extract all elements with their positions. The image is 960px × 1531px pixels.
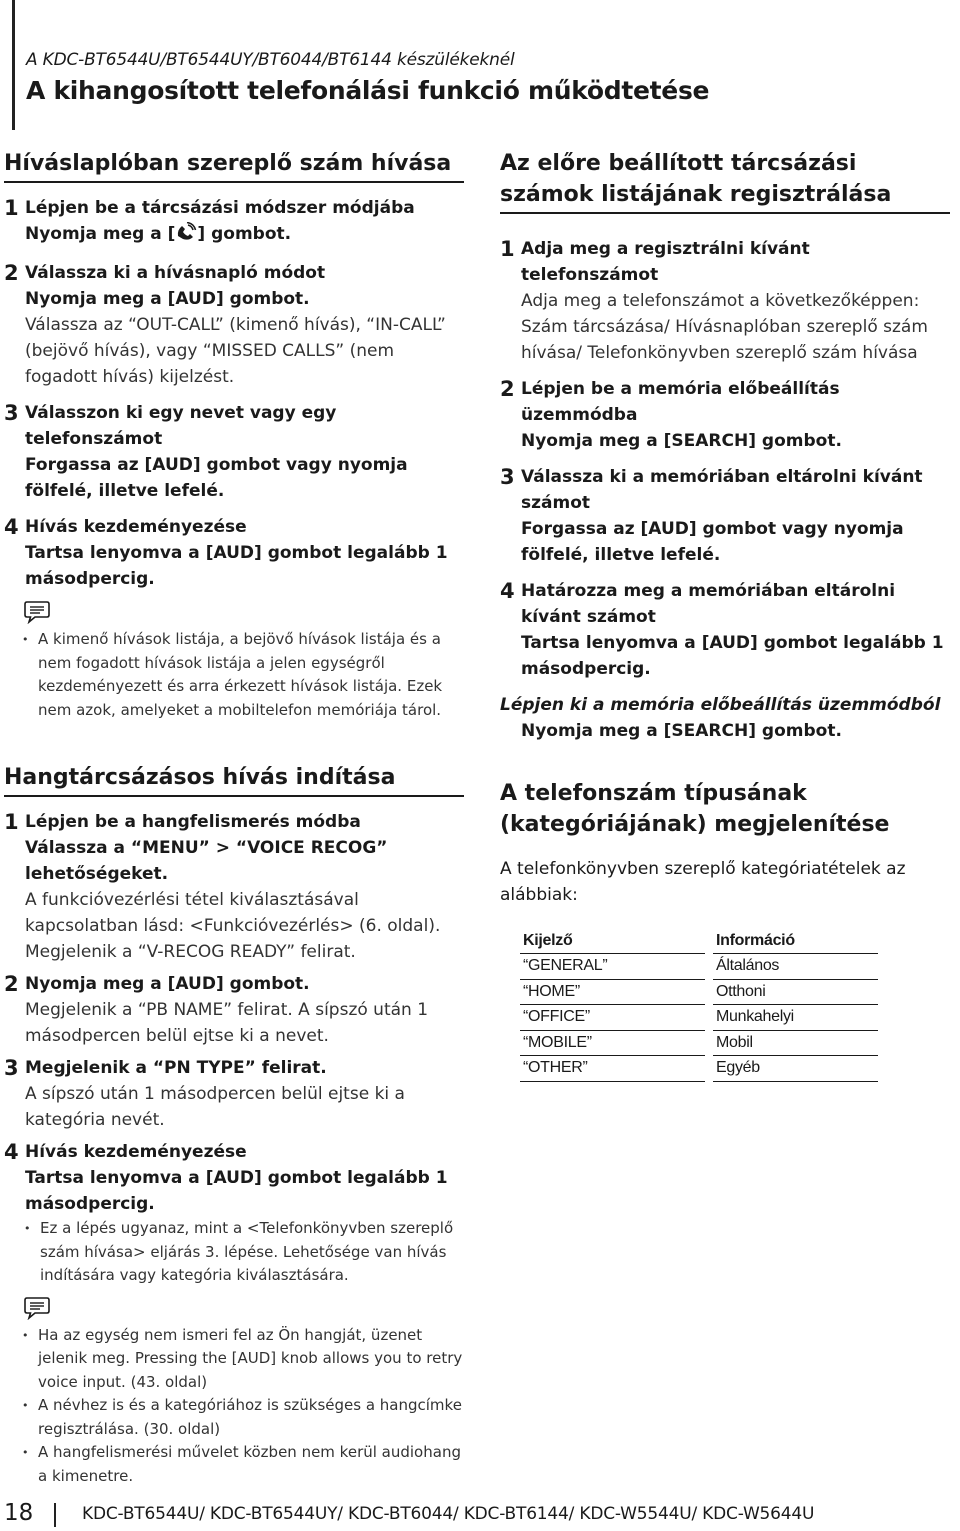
- category-intro: A telefonkönyvben szereplő kategóriatételek az alábbiak:: [500, 859, 906, 905]
- table-cell: “OFFICE”: [520, 1005, 705, 1031]
- step-number: 3: [500, 465, 515, 489]
- table-row: [520, 1030, 878, 1056]
- step-instruction: Forgassa az [AUD] gombot vagy nyomja fölfelé, illetve lefelé.: [521, 519, 904, 565]
- step-instruction: Forgassa az [AUD] gombot vagy nyomja fölfelé, illetve lefelé.: [25, 455, 408, 501]
- step-text: Adja meg a telefonszámot a következőképpen: Szám tárcsázása/ Hívásnaplóban szereplő szám hívása/ Telefonkönyvben szereplő szám hívása: [521, 291, 928, 363]
- note-item: • A kimenő hívások listája, a bejövő hívások listája és a nem fogadott hívások listája a jelen egységről kezdeményezett és arra érkezett hívások listája. Ezek nem azok, amelyeket a mobiltelefon memóriája tárol.: [22, 628, 464, 722]
- step-number: 3: [4, 1056, 19, 1080]
- step-title: Válasszon ki egy nevet vagy egy telefonszámot: [25, 403, 337, 449]
- step-4-bullets: [24, 1217, 464, 1288]
- table-row: [520, 1056, 878, 1082]
- exit-instruction: Nyomja meg a [SEARCH] gombot.: [521, 721, 842, 741]
- step-title: Hívás kezdeményezése: [25, 517, 247, 537]
- note-item: • A hangfelismerési művelet közben nem kerül audiohang a kimenetre.: [22, 1441, 464, 1488]
- table-cell: “GENERAL”: [520, 954, 705, 980]
- page-title: A kihangosított telefonálási funkció működtetése: [26, 76, 710, 105]
- table-cell: “OTHER”: [520, 1056, 705, 1082]
- footer-divider: [54, 1503, 56, 1527]
- step-1: [500, 236, 950, 366]
- step-title: Válassza ki a memóriában eltárolni kívánt számot: [521, 467, 923, 513]
- step-title: Lépjen be a tárcsázási módszer módjába: [25, 198, 415, 218]
- step-4-bullet: • Ez a lépés ugyanaz, mint a <Telefonkönyvben szereplő szám hívása> eljárás 3. lépése. Lehetősége van hívás indítására vagy kategória kiválasztására.: [24, 1217, 464, 1288]
- step-text: A sípszó után 1 másodpercen belül ejtse ki a kategória nevét.: [25, 1084, 405, 1130]
- right-column: [500, 148, 950, 1082]
- exit-preset-mode: [500, 692, 950, 744]
- step-instruction: Tartsa lenyomva a [AUD] gombot legalább 1 másodpercig.: [521, 633, 944, 679]
- table-cell: “MOBILE”: [520, 1030, 705, 1056]
- table-row: [520, 1005, 878, 1031]
- step-title: Határozza meg a memóriában eltárolni kívánt számot: [521, 581, 896, 627]
- step-2: [500, 376, 950, 454]
- step-number: 4: [500, 579, 515, 603]
- step-text: A funkcióvezérlési tétel kiválasztásával kapcsolatban lásd: <Funkcióvezérlés> (6. oldal). Megjelenik a “V-RECOG READY” felirat.: [25, 890, 441, 962]
- table-cell: Munkahelyi: [713, 1005, 878, 1031]
- left-column: [4, 148, 464, 1488]
- step-instruction: Tartsa lenyomva a [AUD] gombot legalább 1 másodpercig.: [25, 1168, 448, 1214]
- exit-title: Lépjen ki a memória előbeállítás üzemmódból: [500, 695, 941, 715]
- step-2: [4, 971, 464, 1049]
- note-icon: [24, 1296, 464, 1320]
- table-row: [520, 954, 878, 980]
- step-text: Megjelenik a “PB NAME” felirat. A sípszó után 1 másodpercen belül ejtse ki a nevet.: [25, 1000, 429, 1046]
- page-number: 18: [4, 1500, 34, 1526]
- note-item: • A névhez is és a kategóriához is szükséges a hangcímke regisztrálása. (30. oldal): [22, 1394, 464, 1441]
- step-3: [4, 1055, 464, 1133]
- step-3: [500, 464, 950, 568]
- column-header-info: Információ: [713, 928, 878, 954]
- section-heading-category: A telefonszám típusának (kategóriájának) megjelenítése: [500, 781, 890, 837]
- step-instruction: Nyomja meg a [AUD] gombot.: [25, 289, 310, 309]
- step-instruction: Nyomja meg a [ ] gombot.: [25, 221, 464, 250]
- header-rule: [12, 0, 15, 130]
- step-title: Hívás kezdeményezése: [25, 1142, 247, 1162]
- step-4: [500, 578, 950, 682]
- page-footer: [4, 1500, 954, 1530]
- step-4: [4, 514, 464, 592]
- table-row: [520, 979, 878, 1005]
- step-number: 4: [4, 1140, 19, 1164]
- step-instruction: Nyomja meg a [SEARCH] gombot.: [521, 431, 842, 451]
- phone-hand-icon: [175, 222, 197, 250]
- step-number: 2: [4, 261, 19, 285]
- table-header-row: [520, 928, 878, 954]
- category-table: [520, 928, 878, 1082]
- step-title: Válassza ki a hívásnapló módot: [25, 263, 326, 283]
- table-cell: Egyéb: [713, 1056, 878, 1082]
- note-icon: [24, 600, 464, 624]
- step-title: Megjelenik a “PN TYPE” felirat.: [25, 1058, 327, 1078]
- step-title: Lépjen be a memória előbeállítás üzemmódba: [521, 379, 840, 425]
- step-1: [4, 195, 464, 250]
- step-number: 1: [4, 196, 19, 220]
- step-number: 3: [4, 401, 19, 425]
- footer-models: KDC-BT6544U/ KDC-BT6544UY/ KDC-BT6044/ KDC-BT6144/ KDC-W5544U/ KDC-W5644U: [82, 1504, 815, 1524]
- table-cell: Mobil: [713, 1030, 878, 1056]
- table-cell: Otthoni: [713, 979, 878, 1005]
- step-number: 1: [4, 810, 19, 834]
- section-heading-preset-dial: Az előre beállított tárcsázási számok listájának regisztrálása: [500, 148, 950, 214]
- step-2: [4, 260, 464, 390]
- table-cell: “HOME”: [520, 979, 705, 1005]
- step-4: [4, 1139, 464, 1217]
- step-title: Lépjen be a hangfelismerés módba: [25, 812, 361, 832]
- note-item: • Ha az egység nem ismeri fel az Ön hangját, üzenet jelenik meg. Pressing the [AUD] knob allows you to retry voice input. (43. oldal): [22, 1324, 464, 1395]
- step-3: [4, 400, 464, 504]
- step-number: 2: [500, 377, 515, 401]
- section-heading-call-log: Híváslaplóban szereplő szám hívása: [4, 148, 464, 183]
- step-number: 2: [4, 972, 19, 996]
- note-list: [22, 1324, 464, 1489]
- note-list: [22, 628, 464, 722]
- step-title: Nyomja meg a [AUD] gombot.: [25, 974, 310, 994]
- step-number: 1: [500, 237, 515, 261]
- column-header-display: Kijelző: [520, 928, 705, 954]
- step-text: Válassza az “OUT-CALL” (kimenő hívás), “IN-CALL” (bejövő hívás), vagy “MISSED CALLS” (nem fogadott hívás) kijelzést.: [25, 315, 446, 387]
- step-number: 4: [4, 515, 19, 539]
- page-subtitle: A KDC-BT6544U/BT6544UY/BT6044/BT6144 készülékeknél: [26, 50, 515, 70]
- table-cell: Általános: [713, 954, 878, 980]
- step-title: Adja meg a regisztrálni kívánt telefonszámot: [521, 239, 810, 285]
- step-1: [4, 809, 464, 965]
- step-instruction: Válassza a “MENU” > “VOICE RECOG” lehetőségeket.: [25, 838, 388, 884]
- section-heading-voice-dial: Hangtárcsázásos hívás indítása: [4, 762, 464, 797]
- step-instruction: Tartsa lenyomva a [AUD] gombot legalább 1 másodpercig.: [25, 543, 448, 589]
